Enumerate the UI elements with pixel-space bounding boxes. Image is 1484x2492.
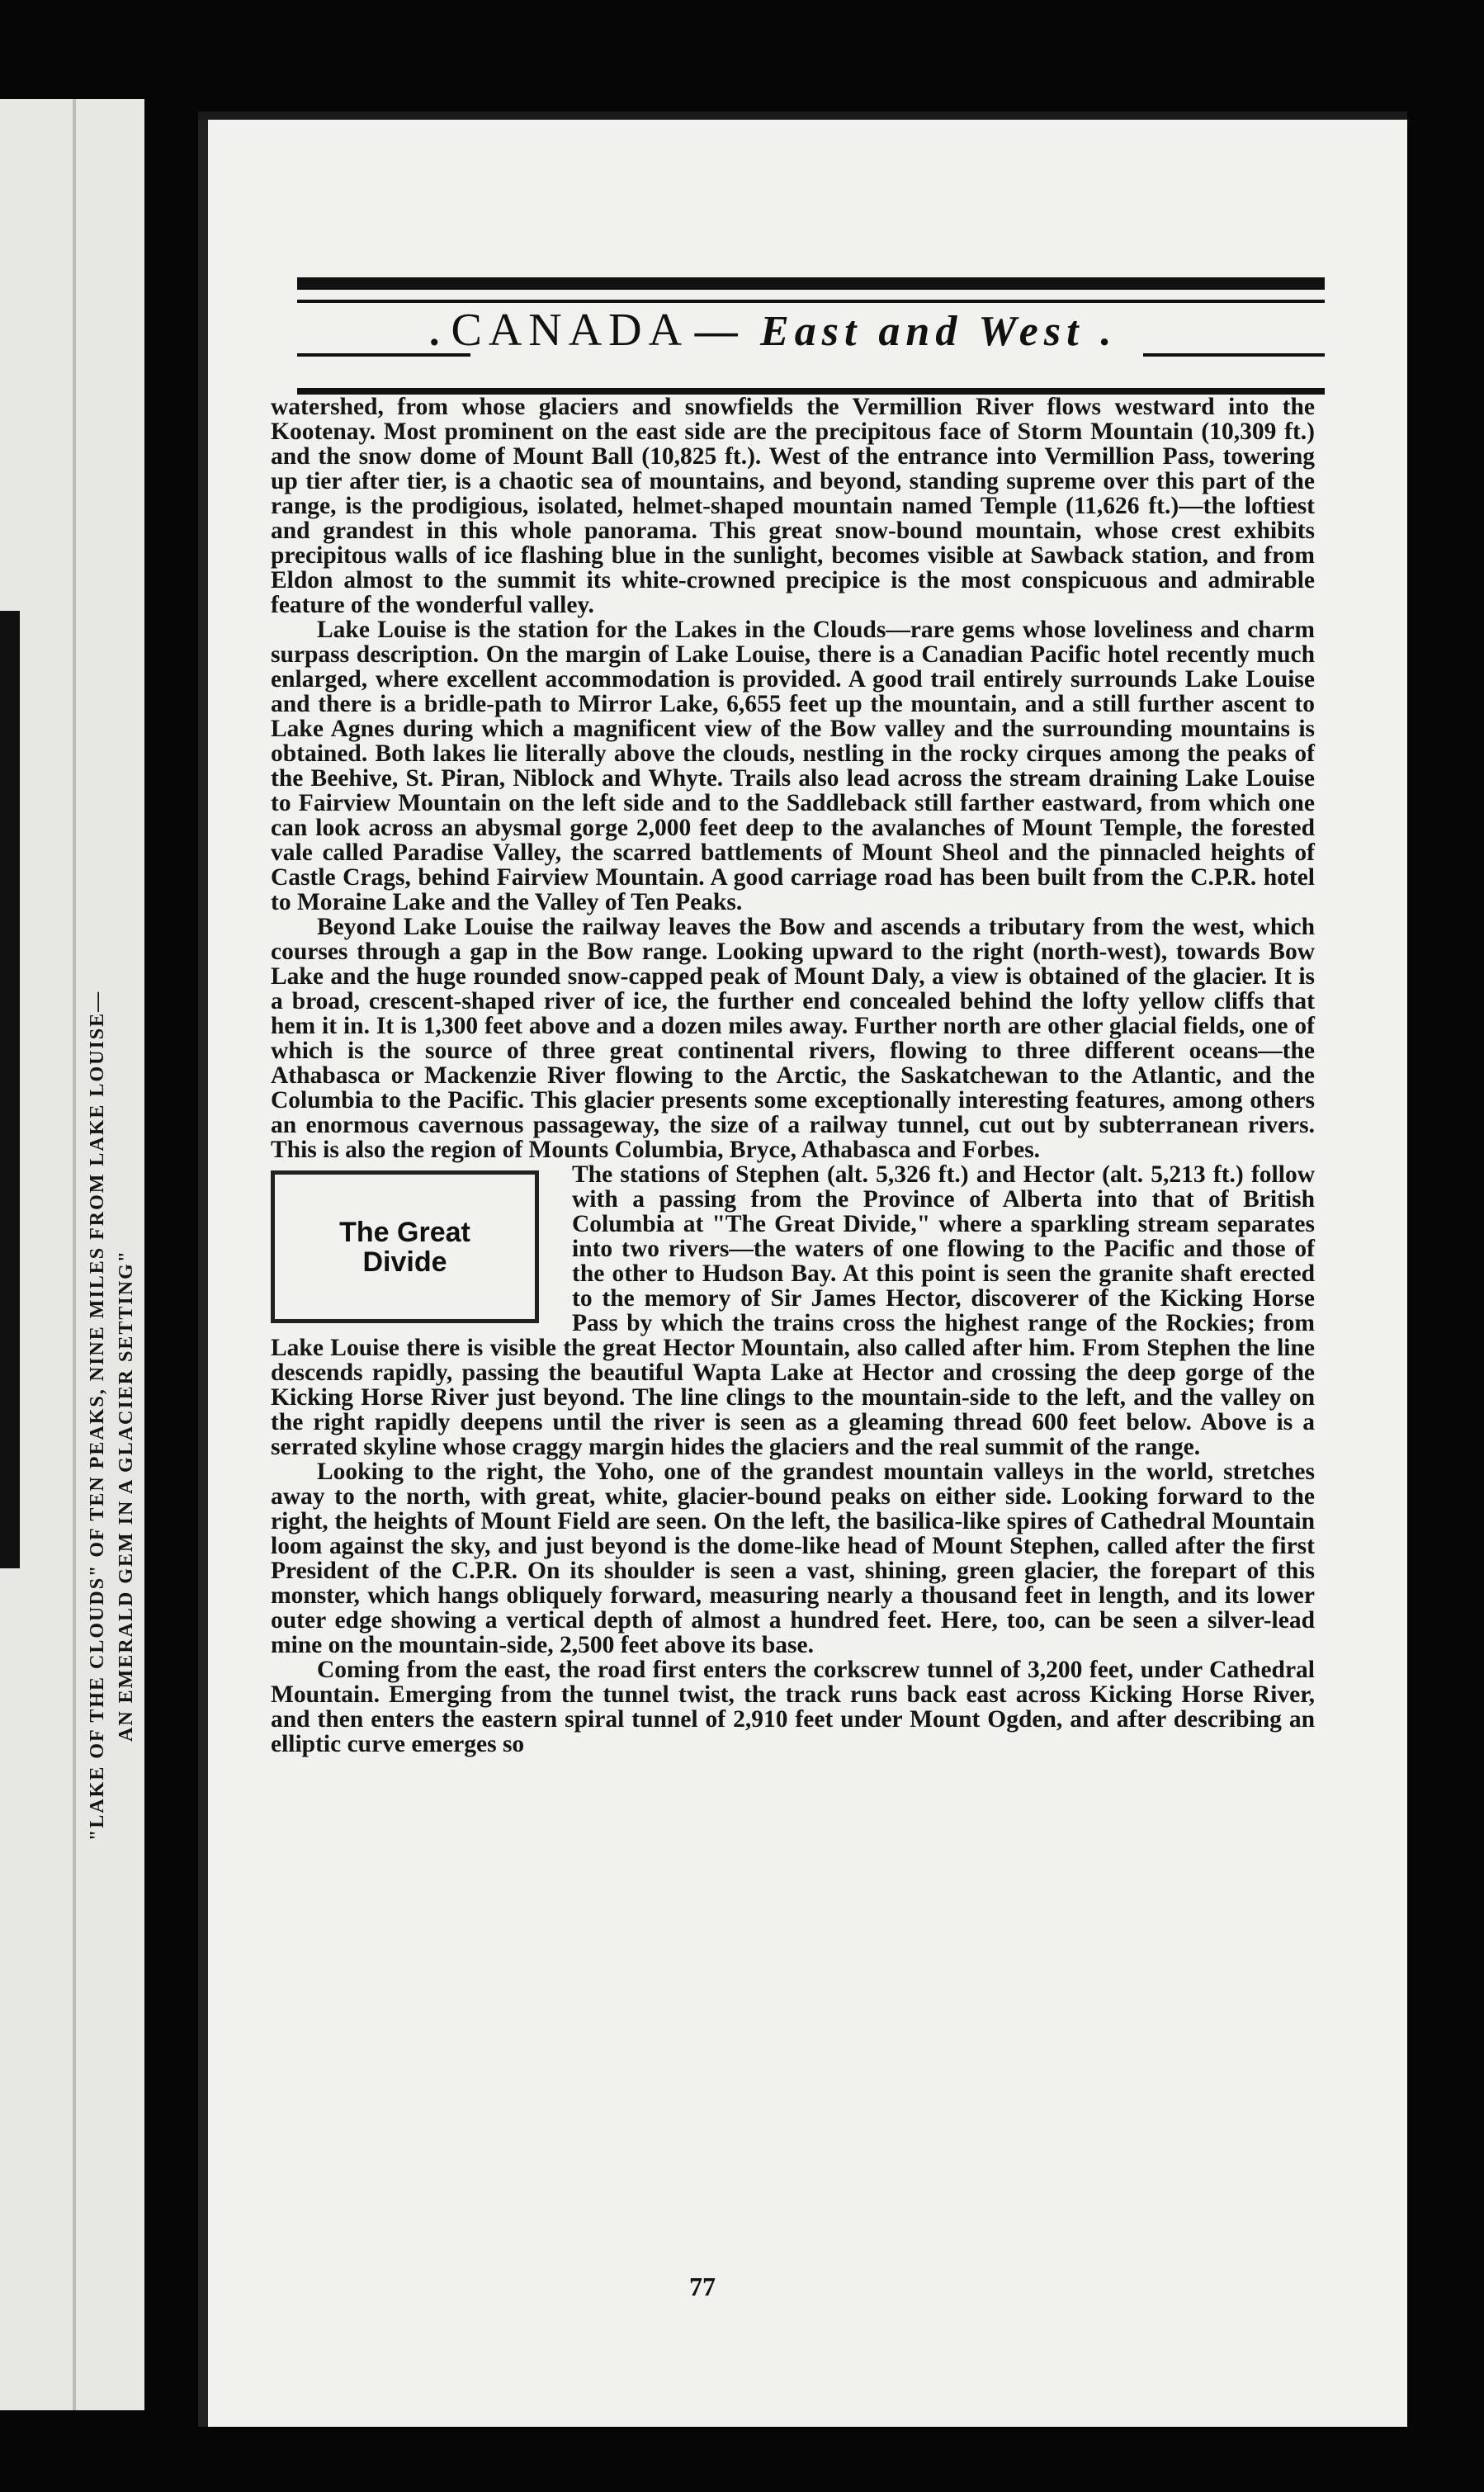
sidenote-box — [271, 1170, 539, 1323]
header-rule — [297, 300, 1325, 303]
sidenote-line: The Great — [339, 1216, 470, 1248]
running-head — [429, 304, 1172, 370]
page-number: 77 — [689, 2272, 716, 2301]
running-head-subtitle: — East and West . — [695, 308, 1118, 355]
photo-caption — [87, 272, 138, 1841]
photo-caption-line: "LAKE OF THE CLOUDS" OF TEN PEAKS, NINE MILES FROM LAKE LOUISE— — [87, 990, 108, 1841]
header-rule — [297, 277, 1325, 290]
running-head-dot: . — [429, 308, 440, 354]
paragraph: The stations of Stephen (alt. 5,326 ft.) and Hector (alt. 5,213 ft.) follow with a passing from the Province of Alberta into that of British Columbia at "The Great Divide," where a sparkling stream separates into two rivers—the waters of one flowing to the Pacific and those of the other to Hudson Bay. At this point is seen the granite shaft erected to the memory of Sir James Hector, discoverer of the Kicking Horse Pass by which the trains cross the highest range of the Rockies; from Lake Louise there is visible the great Hector Mountain, also called after him. From Stephen the line descends rapidly, passing the beautiful Wapta Lake at Hector and crossing the deep gorge of the Kicking Horse River just beyond. The line clings to the mountain-side to the left, and the valley on the right rapidly deepens until the river is seen as a gleaming thread 600 feet below. Above is a serrated skyline whose craggy margin hides the glaciers and the real summit of the range. — [271, 1161, 1315, 1460]
photo-caption-line — [116, 272, 138, 1742]
running-head-title: CANADA — [451, 305, 689, 356]
photo-caption-part: AN EMERALD GEM IN A — [116, 1478, 137, 1742]
photo-caption-part: GLACIER SETTING" — [116, 1249, 137, 1473]
paragraph: watershed, from whose glaciers and snowfields the Vermillion River flows westward into the Kootenay. Most prominent on the east side are the precipitous face of Storm Mountain (10,309 ft.) and the snow dome of Mount Ball (10,825 ft.). West of the entrance into Vermillion Pass, towering up tier after tier, is a chaotic sea of mountains, and beyond, standing supreme over this part of the range, is the prodigious, isolated, helmet-shaped mountain named Temple (11,626 ft.)—the loftiest and grandest in this whole panorama. This great snow-bound mountain, whose crest exhibits precipitous walls of ice flashing blue in the sunlight, becomes visible at Sawback station, and from Eldon almost to the summit its white-crowned precipice is the most conspicuous and admirable feature of the wonderful valley. — [271, 394, 1315, 618]
paragraph: Lake Louise is the station for the Lakes in the Clouds—rare gems whose loveliness and charm surpass description. On the margin of Lake Louise, there is a Canadian Pacific hotel recently much enlarged, where excellent accommodation is provided. A good trail entirely surrounds Lake Louise and there is a bridle-path to Mirror Lake, 6,655 feet up the mountain, and a still further ascent to Lake Agnes during which a magnificent view of the Bow valley and the surrounding mountains is obtained. Both lakes lie literally above the clouds, nestling in the rocky cirques among the peaks of the Beehive, St. Piran, Niblock and Whyte. Trails also lead across the stream draining Lake Louise to Fairview Mountain on the left side and to the Saddleback still farther eastward, from which one can look across an abysmal gorge 2,000 feet deep to the avalanches of Mount Temple, the forested vale called Paradise Valley, the scarred battlements of Mount Sheol and the pinnacled heights of Castle Crags, behind Fairview Mountain. A good carriage road has been built from the C.P.R. hotel to Moraine Lake and the Valley of Ten Peaks. — [271, 617, 1315, 915]
sidenote-line: Divide — [362, 1246, 447, 1278]
facing-page-edge — [73, 99, 76, 2410]
facing-page-shadow — [0, 611, 20, 1568]
page-edge-shadow — [198, 111, 208, 2427]
body-text — [271, 395, 1315, 1757]
sidenote-text — [339, 1218, 470, 1277]
paragraph: Coming from the east, the road first enters the corkscrew tunnel of 3,200 feet, under Cathedral Mountain. Emerging from the tunnel twist, the track runs back east across Kicking Horse River, and then enters the eastern spiral tunnel of 2,910 feet under Mount Ogden, and after describing an elliptic curve emerges so — [271, 1657, 1315, 1757]
paragraph: Looking to the right, the Yoho, one of the grandest mountain valleys in the world, stretches away to the north, with great, white, glacier-bound peaks on either side. Looking forward to the right, the heights of Mount Field are seen. On the left, the basilica-like spires of Cathedral Mountain loom against the sky, and just beyond is the dome-like head of Mount Stephen, called after the first President of the C.P.R. On its shoulder is seen a vast, shining, green glacier, the forepart of this monster, which hangs obliquely forward, measuring nearly a thousand feet in length, and its lower outer edge showing a vertical depth of almost a hundred feet. Here, too, can be seen a silver-lead mine on the mountain-side, 2,500 feet above its base. — [271, 1459, 1315, 1658]
paragraph: Beyond Lake Louise the railway leaves the Bow and ascends a tributary from the west, which courses through a gap in the Bow range. Looking upward to the right (north-west), towards Bow Lake and the huge rounded snow-capped peak of Mount Daly, a view is obtained of the glacier. It is a broad, crescent-shaped river of ice, the further end concealed behind the lofty yellow cliffs that hem it in. It is 1,300 feet above and a dozen miles away. Further north are other glacial fields, one of which is the source of three great continental rivers, flowing to three different oceans—the Athabasca or Mackenzie River flowing to the Arctic, the Saskatchewan to the Atlantic, and the Columbia to the Pacific. This glacier presents some exceptionally interesting features, among others an enormous cavernous passageway, the size of a railway tunnel, cut out by subterranean rivers. This is also the region of Mounts Columbia, Bryce, Athabasca and Forbes. — [271, 914, 1315, 1163]
page-top-edge — [198, 111, 1407, 120]
